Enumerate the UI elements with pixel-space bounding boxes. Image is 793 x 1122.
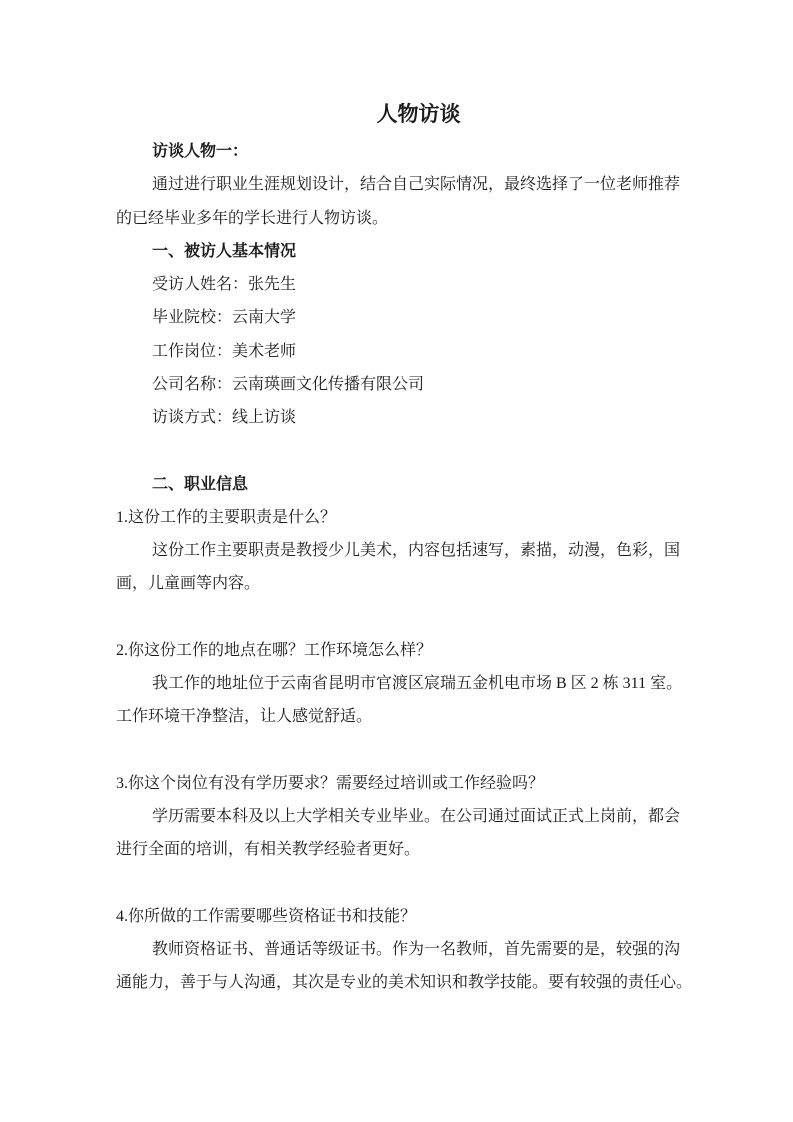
text-line: 二、职业信息 xyxy=(152,475,249,493)
text-line: 画，儿童画等内容。 xyxy=(116,575,261,593)
text-line xyxy=(116,867,679,900)
blank-line xyxy=(116,434,679,467)
text-line xyxy=(116,734,679,767)
heading-block xyxy=(116,235,679,268)
text-line: 工作环境干净整洁，让人感觉舒适。 xyxy=(116,708,373,726)
text-line: 这份工作主要职责是教授少儿美术，内容包括速写，素描，动漫，色彩，国 xyxy=(152,542,681,559)
heading-block xyxy=(116,468,679,501)
text-line: 我工作的地址位于云南省昆明市官渡区宸瑞五金机电市场 B 区 2 栋 311 室。 xyxy=(152,675,683,692)
text-line: 1.这份工作的主要职责是什么？ xyxy=(116,508,337,526)
question-block xyxy=(116,767,679,800)
para-block xyxy=(116,667,683,734)
text-line xyxy=(116,434,679,467)
text-line: 4.你所做的工作需要哪些资格证书和技能？ xyxy=(116,907,417,925)
blank-line xyxy=(116,867,679,900)
item-block xyxy=(116,368,679,401)
text-line: 公司名称：云南瑛画文化传播有限公司 xyxy=(152,375,425,393)
text-line: 3.你这个岗位有没有学历要求？需要经过培训或工作经验吗？ xyxy=(116,774,545,792)
text-line: 学历需要本科及以上大学相关专业毕业。在公司通过面试正式上岗前，都会 xyxy=(152,808,681,825)
text-line: 毕业院校：云南大学 xyxy=(152,309,297,327)
para-block xyxy=(116,933,693,1000)
para-block xyxy=(116,800,679,867)
document-body xyxy=(116,135,693,1000)
item-block xyxy=(116,401,679,434)
blank-line xyxy=(116,734,679,767)
document-title: 人物访谈 xyxy=(376,102,461,126)
question-block xyxy=(116,900,679,933)
item-block xyxy=(116,301,679,334)
blank-line xyxy=(116,601,679,634)
text-line: 通能力，善于与人沟通，其次是专业的美术知识和教学技能。要有较强的责任心。 xyxy=(116,974,693,992)
text-line: 进行全面的培训，有相关教学经验者更好。 xyxy=(116,841,421,859)
text-line: 访谈人物一： xyxy=(152,143,249,160)
label-block xyxy=(116,135,679,168)
text-line: 工作岗位：美术老师 xyxy=(152,342,297,360)
text-line: 通过进行职业生涯规划设计，结合自己实际情况，最终选择了一位老师推荐 xyxy=(152,176,681,194)
item-block xyxy=(116,268,679,301)
para-block xyxy=(116,534,679,601)
item-block xyxy=(116,335,679,368)
text-line: 一、被访人基本情况 xyxy=(152,242,297,260)
text-line: 教师资格证书、普通话等级证书。作为一名教师，首先需要的是，较强的沟 xyxy=(152,941,681,958)
text-line: 访谈方式：线上访谈 xyxy=(152,409,297,426)
text-line: 2.你这份工作的地点在哪？工作环境怎么样？ xyxy=(116,641,433,659)
question-block xyxy=(116,501,679,534)
para-block xyxy=(116,168,679,235)
text-line: 受访人姓名：张先生 xyxy=(152,276,297,293)
text-line xyxy=(116,601,679,634)
text-line: 的已经毕业多年的学长进行人物访谈。 xyxy=(116,209,389,227)
question-block xyxy=(116,634,679,667)
